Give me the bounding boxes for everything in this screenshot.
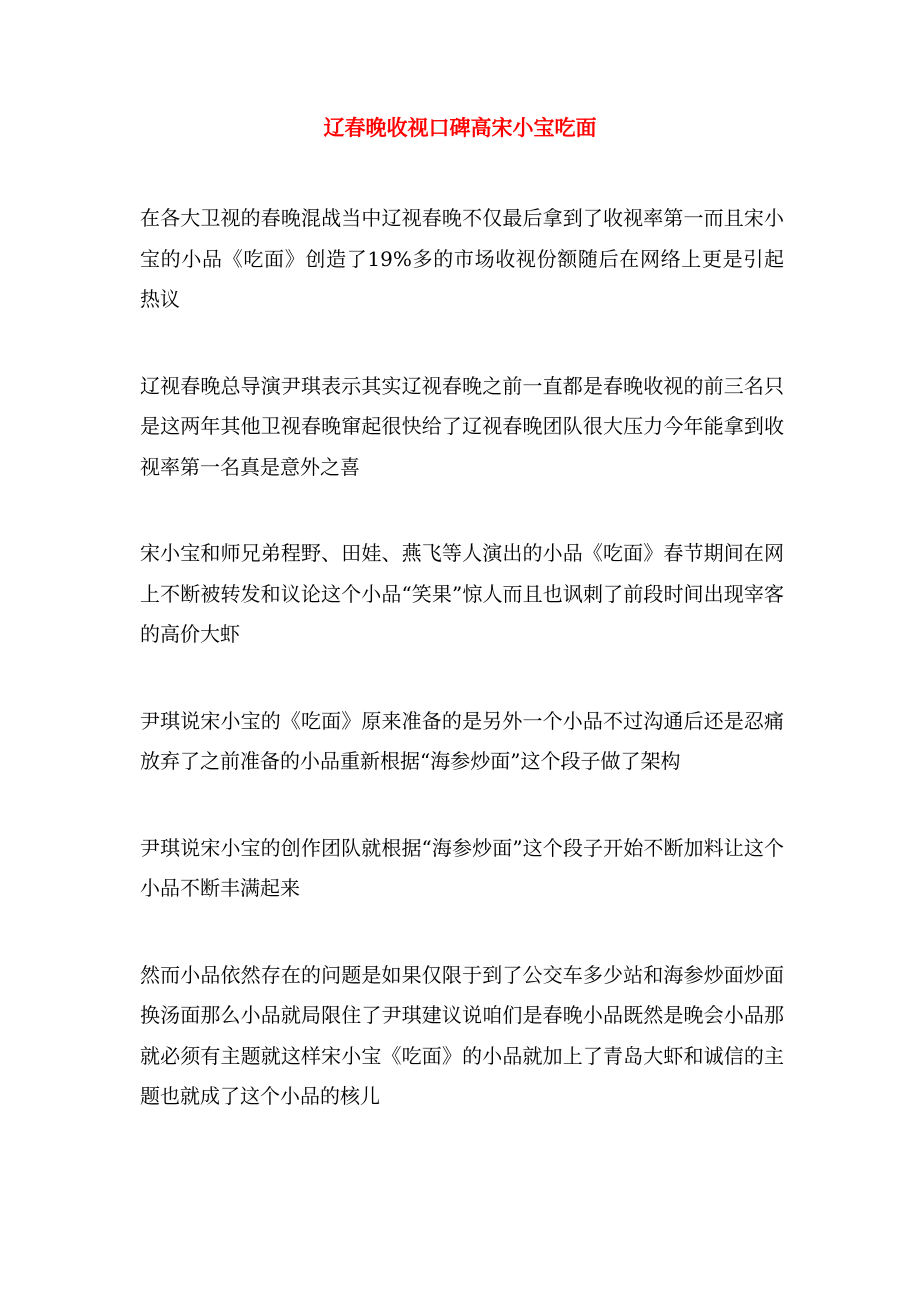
document-title: 辽春晚收视口碑高宋小宝吃面 xyxy=(323,115,597,140)
paragraph-4: 尹琪说宋小宝的《吃面》原来准备的是另外一个小品不过沟通后还是忍痛放弃了之前准备的小品重新根据“海参炒面”这个段子做了架构 xyxy=(140,708,784,773)
paragraph-2: 辽视春晚总导演尹琪表示其实辽视春晚之前一直都是春晚收视的前三名只是这两年其他卫视春晚窜起很快给了辽视春晚团队很大压力今年能拿到收视率第一名真是意外之喜 xyxy=(140,373,784,479)
paragraph-6: 然而小品依然存在的问题是如果仅限于到了公交车多少站和海参炒面炒面换汤面那么小品就局限住了尹琪建议说咱们是春晚小品既然是晚会小品那就必须有主题就这样宋小宝《吃面》的小品就加上了青岛大虾和诚信的主题也就成了这个小品的核儿 xyxy=(140,962,784,1108)
paragraph-5: 尹琪说宋小宝的创作团队就根据“海参炒面”这个段子开始不断加料让这个小品不断丰满起来 xyxy=(140,835,784,900)
paragraph-1: 在各大卫视的春晚混战当中辽视春晚不仅最后拿到了收视率第一而且宋小宝的小品《吃面》创造了19%多的市场收视份额随后在网络上更是引起热议 xyxy=(140,206,784,311)
document-body xyxy=(140,198,784,1163)
paragraph-3: 宋小宝和师兄弟程野、田娃、燕飞等人演出的小品《吃面》春节期间在网上不断被转发和议论这个小品“笑果”惊人而且也讽刺了前段时间出现宰客的高价大虾 xyxy=(140,541,784,646)
